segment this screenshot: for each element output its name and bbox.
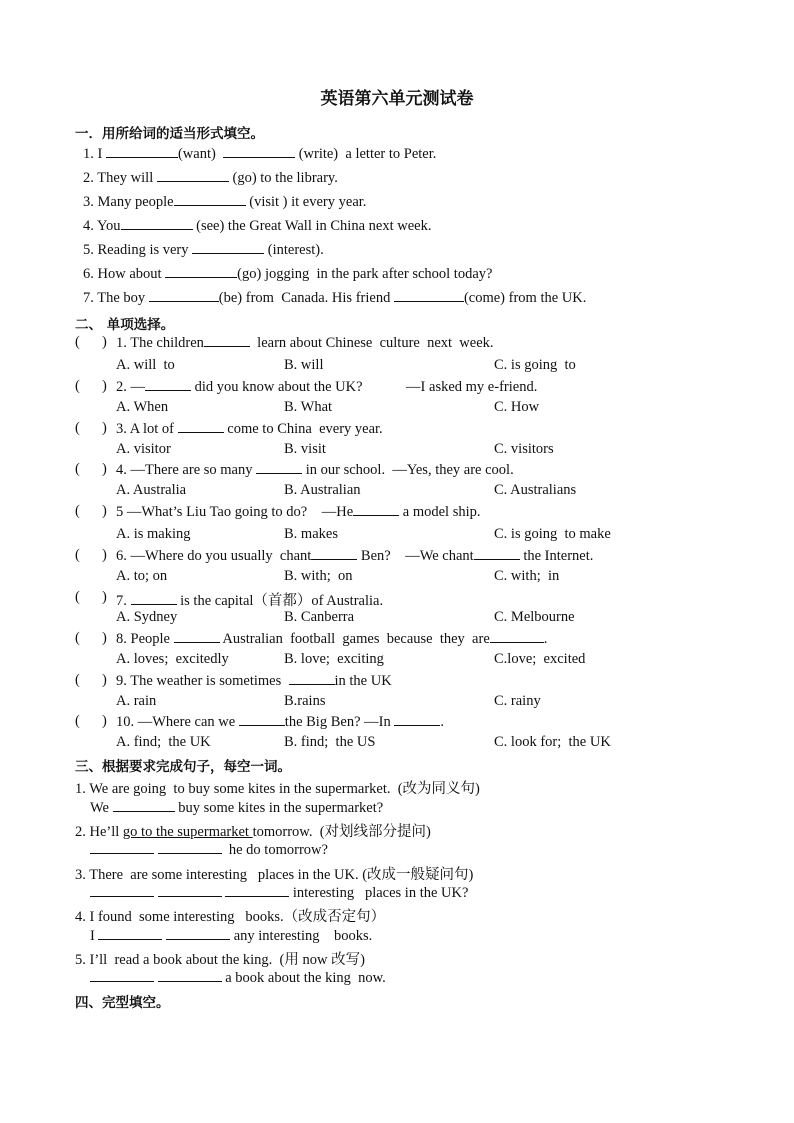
answer-blank[interactable] — [158, 841, 222, 854]
answer-paren[interactable]: ( ) — [75, 672, 107, 688]
option-a[interactable]: A. Sydney — [116, 609, 178, 625]
option-c[interactable]: C. Australians — [494, 482, 577, 498]
answer-blank[interactable] — [145, 378, 191, 391]
rewrite-question-3: 3. There are some interesting places in the UK. (改成一般疑问句) — [75, 867, 474, 883]
answer-paren[interactable]: ( ) — [75, 378, 107, 394]
option-b[interactable]: B. makes — [284, 526, 338, 542]
answer-blank[interactable] — [90, 841, 154, 854]
answer-blank[interactable] — [192, 241, 264, 254]
question-9: 9. The weather is sometimes in the UK — [116, 673, 392, 689]
option-a[interactable]: A. is making — [116, 526, 191, 542]
answer-blank[interactable] — [106, 145, 178, 158]
fill-item-6 — [83, 265, 492, 283]
option-b[interactable]: B.rains — [284, 693, 326, 709]
item-text: (see) the Great Wall in China next week. — [192, 218, 432, 234]
item-text: The boy — [97, 290, 149, 306]
question-7: 7. is the capital（首都）of Australia. — [116, 593, 384, 609]
option-b[interactable]: B. visit — [284, 441, 326, 457]
fill-item-5 — [83, 241, 324, 259]
item-number: 6. — [83, 266, 94, 282]
option-a[interactable]: A. rain — [116, 693, 157, 709]
option-b[interactable]: B. find; the US — [284, 734, 376, 750]
option-b[interactable]: B. Canberra — [284, 609, 355, 625]
answer-blank[interactable] — [98, 927, 162, 940]
item-text: (write) a letter to Peter. — [295, 146, 437, 162]
section-2-heading: 二、 单项选择。 — [75, 317, 175, 333]
option-c[interactable]: C. Melbourne — [494, 609, 575, 625]
page-title: 英语第六单元测试卷 — [320, 89, 474, 109]
item-text: How about — [97, 266, 166, 282]
answer-blank[interactable] — [113, 799, 175, 812]
rewrite-answer-3: interesting places in the UK? — [90, 884, 468, 902]
option-c[interactable]: C.love; excited — [494, 651, 586, 667]
question-1: 1. The children learn about Chinese culture next week. — [116, 335, 494, 351]
option-b[interactable]: B. with; on — [284, 568, 353, 584]
answer-paren[interactable]: ( ) — [75, 461, 107, 477]
answer-blank[interactable] — [90, 884, 154, 897]
answer-blank[interactable] — [158, 884, 222, 897]
question-2: 2. — did you know about the UK? —I asked my e-friend. — [116, 379, 538, 395]
option-c[interactable]: C. How — [494, 399, 540, 415]
answer-blank[interactable] — [204, 334, 250, 347]
answer-blank[interactable] — [174, 630, 220, 643]
answer-blank[interactable] — [225, 884, 289, 897]
item-text: (interest). — [264, 242, 324, 258]
rewrite-answer-1: We buy some kites in the supermarket? — [90, 800, 384, 816]
answer-blank[interactable] — [239, 713, 285, 726]
option-a[interactable]: A. When — [116, 399, 169, 415]
item-text: (go) to the library. — [228, 170, 338, 186]
question-8: 8. People Australian football games because they are . — [116, 631, 548, 647]
answer-blank[interactable] — [90, 969, 154, 982]
item-text: They will — [97, 170, 157, 186]
answer-blank[interactable] — [131, 592, 177, 605]
answer-blank[interactable] — [311, 547, 357, 560]
item-text: (go) jogging in the park after school today? — [237, 266, 493, 282]
answer-paren[interactable]: ( ) — [75, 630, 107, 646]
section-3-heading: 三、根据要求完成句子，每空一词。 — [75, 759, 291, 775]
item-number: 2. — [83, 170, 94, 186]
answer-paren[interactable]: ( ) — [75, 420, 107, 436]
option-a[interactable]: A. loves; excitedly — [116, 651, 229, 667]
answer-paren[interactable]: ( ) — [75, 589, 107, 605]
rewrite-answer-5: a book about the king now. — [90, 969, 386, 987]
item-number: 7. — [83, 290, 94, 306]
question-6: 6. —Where do you usually chant Ben? —We chant the Internet. — [116, 548, 594, 564]
question-10: 10. —Where can we the Big Ben? —In . — [116, 714, 444, 730]
item-number: 4. — [83, 218, 94, 234]
item-number: 3. — [83, 194, 94, 210]
item-text: (visit ) it every year. — [245, 194, 367, 210]
rewrite-answer-4: I any interesting books. — [90, 928, 373, 944]
answer-blank[interactable] — [165, 265, 237, 278]
rewrite-question-4: 4. I found some interesting books.（改成否定句） — [75, 909, 386, 925]
question-3: 3. A lot of come to China every year. — [116, 421, 383, 437]
item-number: 5. — [83, 242, 94, 258]
option-b[interactable]: B. will — [284, 357, 324, 373]
answer-blank[interactable] — [223, 145, 295, 158]
answer-blank[interactable] — [394, 289, 464, 302]
answer-blank[interactable] — [178, 420, 224, 433]
answer-blank[interactable] — [490, 630, 544, 643]
option-b[interactable]: B. love; exciting — [284, 651, 384, 667]
section-4-heading: 四、完型填空。 — [75, 995, 170, 1011]
answer-paren[interactable]: ( ) — [75, 713, 107, 729]
fill-item-2 — [83, 169, 338, 187]
answer-blank[interactable] — [474, 547, 520, 560]
option-c[interactable]: C. is going to make — [494, 526, 611, 542]
option-b[interactable]: B. Australian — [284, 482, 361, 498]
item-text: Reading is very — [97, 242, 193, 258]
answer-paren[interactable]: ( ) — [75, 334, 107, 350]
item-text: Many people — [97, 194, 174, 210]
answer-blank[interactable] — [166, 927, 230, 940]
option-a[interactable]: A. find; the UK — [116, 734, 211, 750]
fill-item-7 — [83, 289, 586, 307]
option-b[interactable]: B. What — [284, 399, 333, 415]
question-4: 4. —There are so many in our school. —Yes, they are cool. — [116, 462, 514, 478]
option-c[interactable]: C. with; in — [494, 568, 560, 584]
option-a[interactable]: A. to; on — [116, 568, 168, 584]
option-a[interactable]: A. Australia — [116, 482, 187, 498]
rewrite-question-5: 5. I’ll read a book about the king. (用 now 改写) — [75, 952, 365, 968]
option-c[interactable]: C. look for; the UK — [494, 734, 611, 750]
item-number: 1. — [83, 146, 94, 162]
answer-paren[interactable]: ( ) — [75, 503, 107, 519]
answer-blank[interactable] — [289, 672, 335, 685]
item-text: (want) — [177, 146, 220, 162]
item-text: (be) from Canada. His friend — [218, 290, 394, 306]
fill-item-4 — [83, 217, 431, 235]
rewrite-question-1: 1. We are going to buy some kites in the supermarket. (改为同义句) — [75, 781, 480, 797]
answer-blank[interactable] — [157, 169, 229, 182]
rewrite-question-2: 2. He’ll go to the supermarket tomorrow. (对划线部分提问) — [75, 824, 431, 840]
answer-blank[interactable] — [121, 217, 193, 230]
option-a[interactable]: A. visitor — [116, 441, 171, 457]
rewrite-answer-2: he do tomorrow? — [90, 841, 328, 859]
option-c[interactable]: C. rainy — [494, 693, 541, 709]
item-text: (come) from the UK. — [463, 290, 587, 306]
answer-blank[interactable] — [394, 713, 440, 726]
answer-blank[interactable] — [353, 503, 399, 516]
question-5: 5 —What’s Liu Tao going to do? —He a model ship. — [116, 504, 481, 520]
option-c[interactable]: C. is going to — [494, 357, 576, 373]
option-c[interactable]: C. visitors — [494, 441, 554, 457]
answer-blank[interactable] — [149, 289, 219, 302]
answer-blank[interactable] — [158, 969, 222, 982]
answer-blank[interactable] — [256, 461, 302, 474]
underlined-phrase: go to the supermarket — [122, 824, 253, 840]
fill-item-3 — [83, 193, 366, 211]
item-text: You — [96, 218, 121, 234]
fill-item-1 — [83, 145, 436, 163]
section-1-heading: 一．用所给词的适当形式填空。 — [75, 126, 264, 142]
item-text: I — [97, 146, 106, 162]
answer-blank[interactable] — [174, 193, 246, 206]
option-a[interactable]: A. will to — [116, 357, 175, 373]
answer-paren[interactable]: ( ) — [75, 547, 107, 563]
